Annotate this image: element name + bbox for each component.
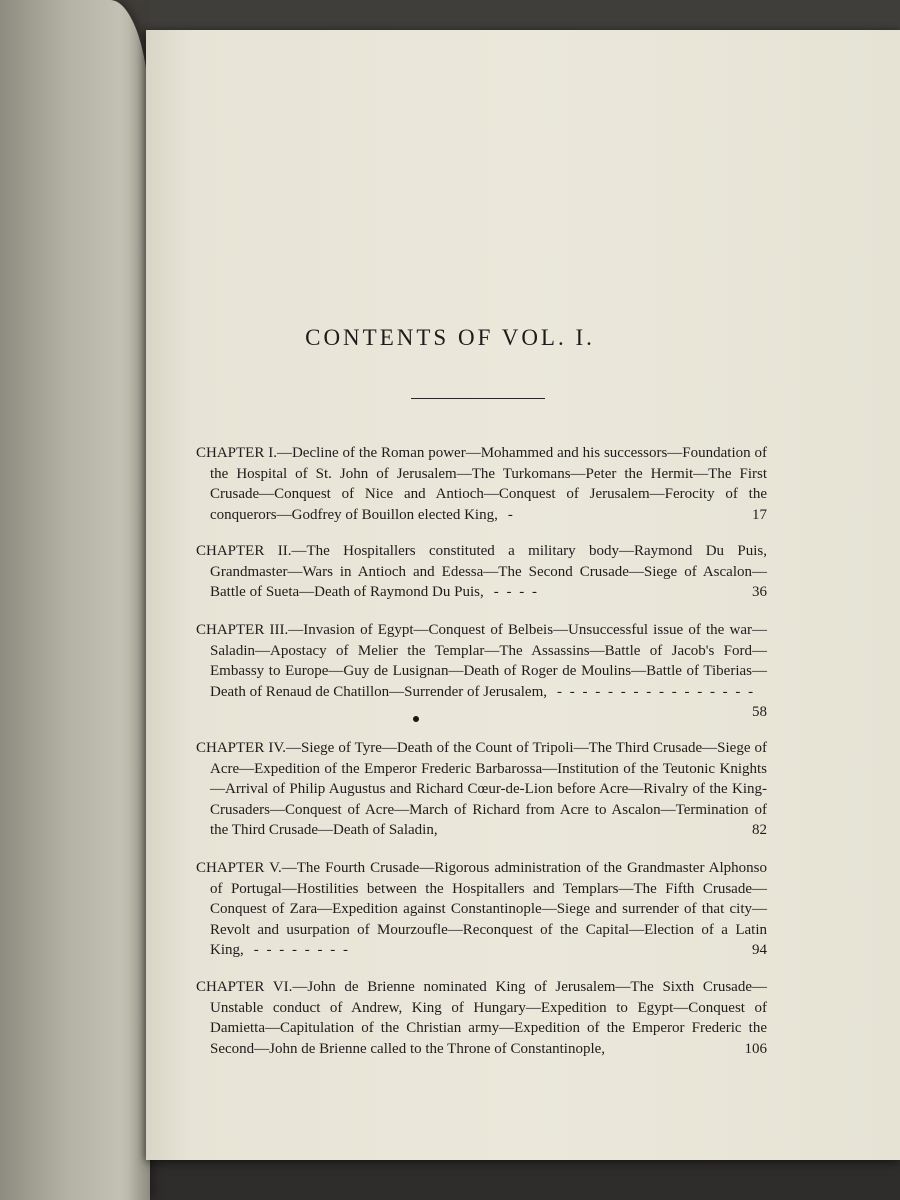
chapter-entry bbox=[196, 620, 767, 723]
chapter-entry bbox=[196, 443, 767, 525]
page-number: 17 bbox=[752, 506, 767, 523]
dot-leader: - - - - - - - - - - - - - - - - bbox=[557, 683, 756, 700]
chapter-text: CHAPTER III.—Invasion of Egypt—Conquest of Belbeis—Unsuccessful issue of the war—Saladin—Apostacy of Melier the Templar—The Assassins—Battle of Jacob's Ford—Embassy to Europe—Guy de Lusignan—Death of Roger de Moulins—Battle of Tiberias—Death of Renaud de Chatillon—Surrender of Jerusalem, bbox=[196, 622, 767, 700]
ink-spot bbox=[413, 716, 419, 722]
title-divider bbox=[411, 398, 545, 399]
page-title: CONTENTS OF VOL. I. bbox=[305, 325, 595, 350]
page-number: 82 bbox=[752, 822, 767, 838]
page-number: 36 bbox=[752, 584, 767, 600]
chapter-text: CHAPTER V.—The Fourth Crusade—Rigorous administration of the Grandmaster Alphonso of Portugal—Hostilities between the Hospitallers and Templars—The Fifth Crusade—Conquest of Zara—Expedition against Constantinople—Siege and surrender of that city—Revolt and usurpation of Mourzoufle—Reconquest of the Capital—Election of a Latin King, bbox=[196, 860, 767, 958]
chapter-text: CHAPTER VI.—John de Brienne nominated King of Jerusalem—The Sixth Crusade—Unstable conduct of Andrew, King of Hungary—Expedition to Egypt—Conquest of Damietta—Capitulation of the Christian army—Expedition of the Emperor Frederic the Second—John de Brienne called to the Throne of Constantinople, bbox=[196, 979, 767, 1057]
chapter-entry bbox=[196, 541, 767, 603]
chapter-text: CHAPTER IV.—Siege of Tyre—Death of the Count of Tripoli—The Third Crusade—Siege of Acre—Expedition of the Emperor Frederic Barbarossa—Institution of the Teutonic Knights—Arrival of Philip Augustus and Richard Cœur-de-Lion before Acre—Rivalry of the King-Crusaders—Conquest of Acre—March of Richard from Acre to Ascalon—Termination of the Third Crusade—Death of Saladin, bbox=[196, 740, 767, 838]
chapter-entry bbox=[196, 977, 767, 1059]
dot-leader: - - - - bbox=[493, 584, 539, 600]
chapter-entry bbox=[196, 858, 767, 961]
dot-leader: - - - - - - - - bbox=[253, 942, 350, 958]
chapter-text: CHAPTER I.—Decline of the Roman power—Mohammed and his successors—Foundation of the Hospital of St. John of Jerusalem—The Turkomans—Peter the Hermit—The First Crusade—Conquest of Nice and Antioch—Conquest of Jerusalem—Ferocity of the conquerors—Godfrey of Bouillon elected King, bbox=[196, 445, 767, 523]
page-number: 58 bbox=[752, 704, 767, 720]
page-number: 94 bbox=[752, 942, 767, 958]
chapter-entry bbox=[196, 738, 767, 841]
page-number: 106 bbox=[744, 1040, 767, 1057]
chapter-text: CHAPTER II.—The Hospitallers constituted a military body—Raymond Du Puis, Grandmaster—Wars in Antioch and Edessa—The Second Crusade—Siege of Ascalon—Battle of Sueta—Death of Raymond Du Puis, bbox=[196, 543, 767, 600]
dot-leader: - bbox=[507, 506, 515, 523]
